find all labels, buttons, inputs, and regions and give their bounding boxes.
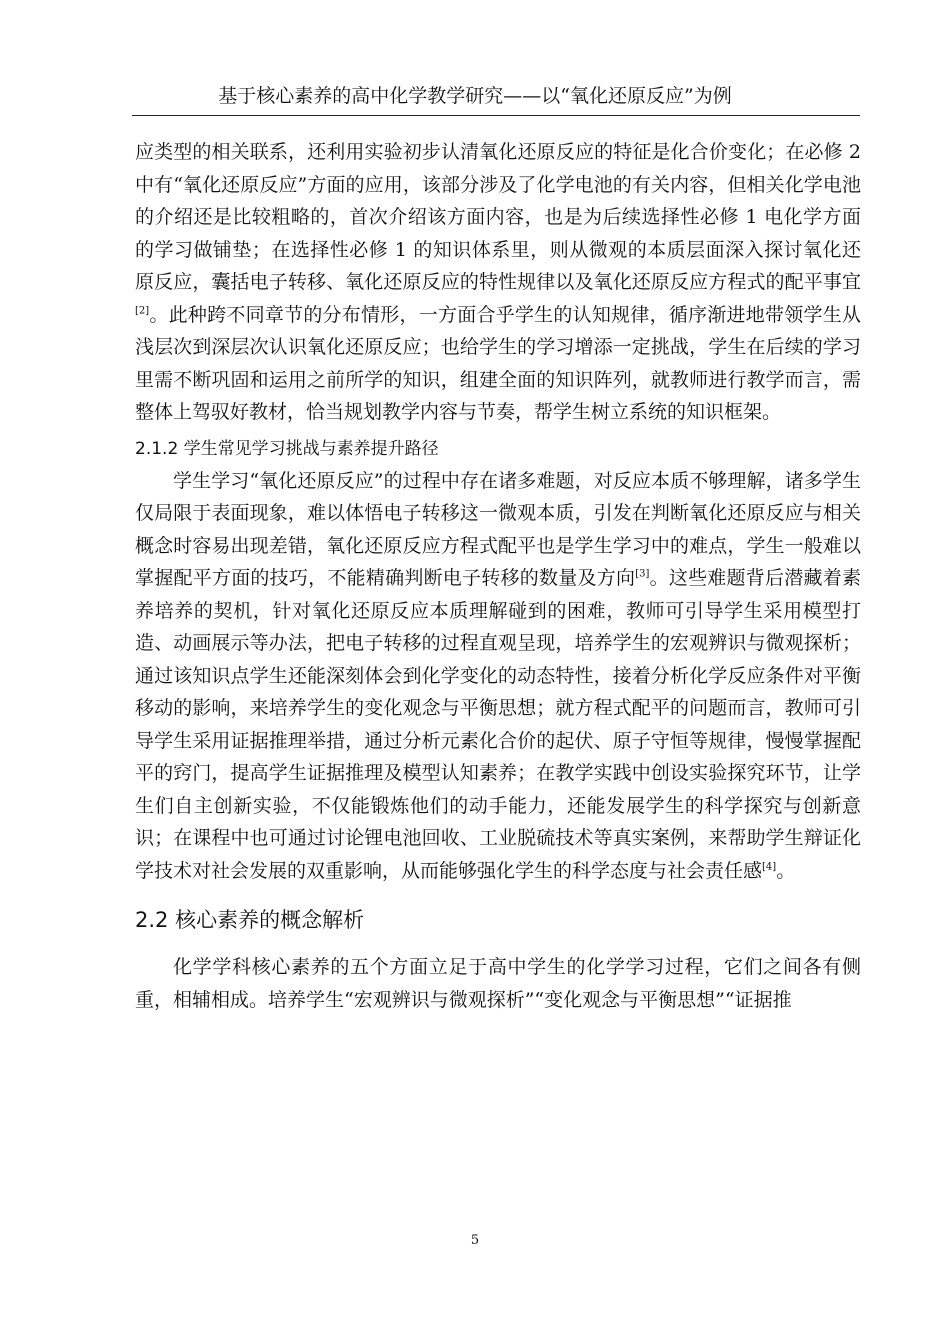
page-number: 5 [470,1233,480,1248]
paragraph-text: 化学学科核心素养的五个方面立足于高中学生的化学学习过程，它们之间各有侧重，相辅相成。培养学生“宏观辨识与微观探析”“变化观念与平衡思想”“证据推 [135,956,861,1011]
section-heading-2-1-2: 2.1.2 学生常见学习挑战与素养提升路径 [135,438,439,459]
header-divider [132,115,860,116]
paragraph-textbook-structure [135,136,861,429]
page-body [135,136,861,1016]
paragraph-text: 学生学习“氧化还原反应”的过程中存在诸多难题，对反应本质不够理解，诸多学生仅局限于表面现象，难以体悟电子转移这一微观本质，引发在判断氧化还原反应与相关概念时容易出现差错，氧化还原反应方程式配平也是学生学习中的难点，学生一般难以掌握配平方面的技巧，不能精确判断电子转移的数量及方向 [135,469,861,589]
running-header: 基于核心素养的高中化学教学研究——以“氧化还原反应”为例 [218,85,732,107]
paragraph-text-continued: 。此种跨不同章节的分布情形，一方面合乎学生的认知规律，循序渐进地带领学生从浅层次到深层次认识氧化还原反应；也给学生的学习增添一定挑战，学生在后续的学习里需不断巩固和运用之前所学的知识，组建全面的知识阵列，就教师进行教学而言，需整体上驾驭好教材，恰当规划教学内容与节奏，帮学生树立系统的知识框架。 [135,303,861,423]
paragraph-text: 应类型的相关联系，还利用实验初步认清氧化还原反应的特征是化合价变化；在必修 2 中有“氧化还原反应”方面的应用，该部分涉及了化学电池的有关内容，但相关化学电池的介绍还是比较粗略的，首次介绍该方面内容，也是为后续选择性必修 1 电化学方面的学习做铺垫；在选择性必修 1 的知识体系里，则从微观的本质层面深入探讨氧化还原反应，囊括电子转移、氧化还原反应的特性规律以及氧化还原反应方程式的配平事宜 [135,141,861,293]
paragraph-text-end: 。 [776,859,796,882]
citation-ref[interactable]: [3] [635,568,650,580]
section-heading-2-2: 2.2 核心素养的概念解析 [135,908,365,932]
paragraph-text-continued: 。这些难题背后潜藏着素养培养的契机，针对氧化还原反应本质理解碰到的困难，教师可引导学生采用模型打造、动画展示等办法，把电子转移的过程直观呈现，培养学生的宏观辨识与微观探析；通过该知识点学生还能深刻体会到化学变化的动态特性，接着分析化学反应条件对平衡移动的影响，来培养学生的变化观念与平衡思想；就方程式配平的问题而言，教师可引导学生采用证据推理举措，通过分析元素化合价的起伏、原子守恒等规律，慢慢掌握配平的窍门，提高学生证据推理及模型认知素养；在教学实践中创设实验探究环节，让学生们自主创新实验，不仅能锻炼他们的动手能力，还能发展学生的科学探究与创新意识；在课程中也可通过讨论锂电池回收、工业脱硫技术等真实案例，来帮助学生辩证化学技术对社会发展的双重影响，从而能够强化学生的科学态度与社会责任感 [135,567,861,882]
citation-ref[interactable]: [2] [135,305,150,317]
paragraph-core-literacy [135,951,861,1016]
paragraph-learning-challenges [135,465,861,888]
citation-ref[interactable]: [4] [762,861,777,873]
